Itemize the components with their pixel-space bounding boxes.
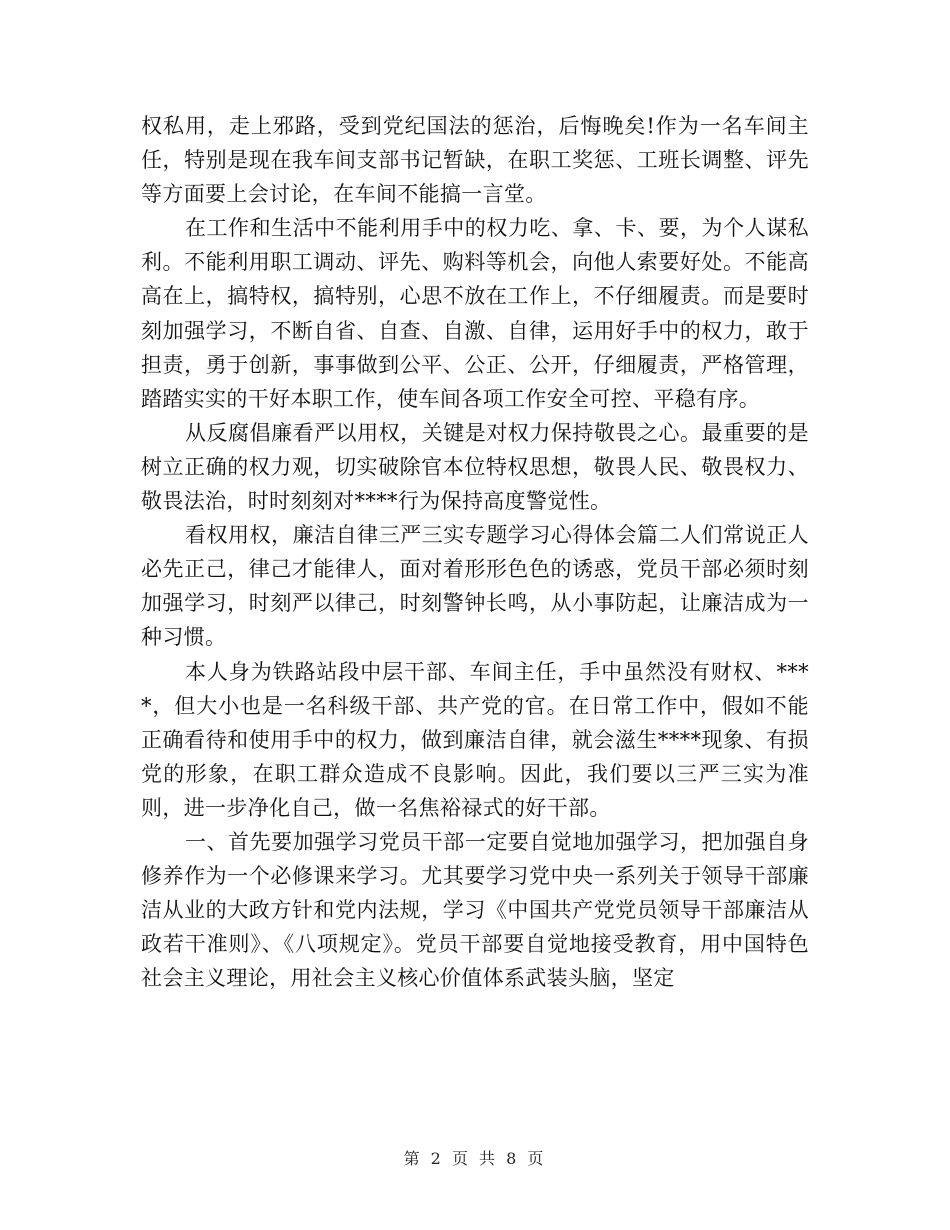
paragraph: 一、首先要加强学习党员干部一定要自觉地加强学习，把加强自身修养作为一个必修课来学习。尤其要学习党中央一系列关于领导干部廉洁从业的大政方针和党内法规，学习《中国共产党党员领导干部廉洁从政若干准则》、《八项规定》。党员干部要自觉地接受教育，用中国特色社会主义理论，用社会主义核心价值体系武装头脑，坚定 — [141, 829, 809, 991]
page-number-footer: 第 2 页 共 8 页 — [403, 1149, 547, 1168]
paragraph: 在工作和生活中不能利用手中的权力吃、拿、卡、要，为个人谋私利。不能利用职工调动、评先、购料等机会，向他人索要好处。不能高高在上，搞特权，搞特别，心思不放在工作上，不仔细履责。而是要时刻加强学习，不断自省、自查、自激、自律，运用好手中的权力，敢于担责，勇于创新，事事做到公平、公正、公开，仔细履责，严格管理，踏踏实实的干好本职工作，使车间各项工作安全可控、平稳有序。 — [141, 216, 809, 411]
paragraph: 本人身为铁路站段中层干部、车间主任，手中虽然没有财权、****，但大小也是一名科级干部、共产党的官。在日常工作中，假如不能正确看待和使用手中的权力，做到廉洁自律，就会滋生****现象、有损党的形象，在职工群众造成不良影响。因此，我们要以三严三实为准则，进一步净化自己，做一名焦裕禄式的好干部。 — [141, 659, 809, 820]
paragraph-continuation: 权私用，走上邪路，受到党纪国法的惩治，后悔晚矣!作为一名车间主任，特别是现在我车间支部书记暂缺，在职工奖惩、工班长调整、评先等方面要上会讨论，在车间不能搞一言堂。 — [141, 114, 809, 207]
paragraph: 看权用权，廉洁自律三严三实专题学习心得体会篇二人们常说正人必先正己，律己才能律人，面对着形形色色的诱惑，党员干部必须时刻加强学习，时刻严以律己，时刻警钟长鸣，从小事防起，让廉洁成为一种习惯。 — [141, 523, 809, 650]
paragraph: 从反腐倡廉看严以用权，关键是对权力保持敬畏之心。最重要的是树立正确的权力观，切实破除官本位特权思想，敬畏人民、敬畏权力、敬畏法治，时时刻刻对****行为保持高度警觉性。 — [141, 420, 809, 514]
body-text — [141, 109, 809, 995]
